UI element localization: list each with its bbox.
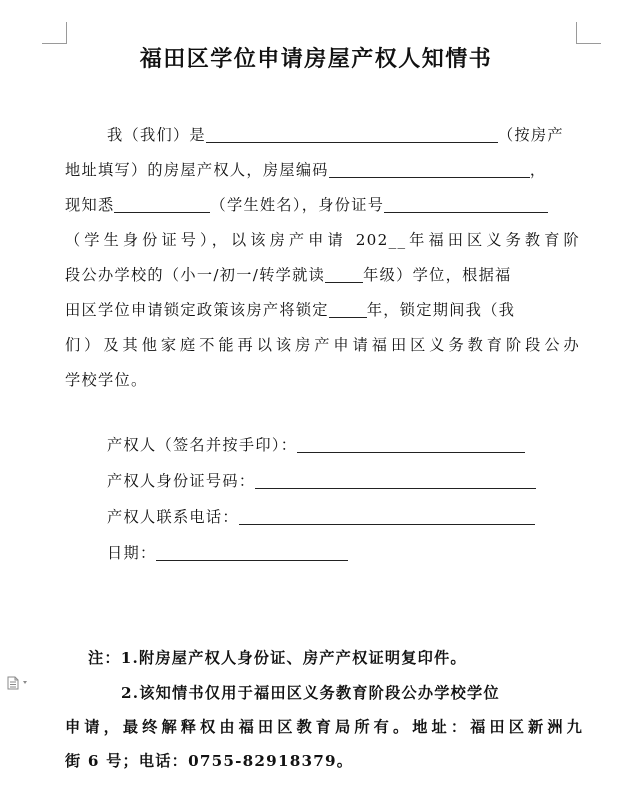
note-2-line-2: 申请，最终解释权由福田区教育局所有。地址：福田区新洲九 <box>65 718 583 736</box>
date-field[interactable] <box>156 544 348 561</box>
note-2 <box>65 676 583 778</box>
body-text: （按房产 <box>497 126 564 144</box>
body-text: 田区学位申请锁定政策该房产将锁定 <box>65 301 329 319</box>
date-row <box>107 536 348 571</box>
owner-phone-row <box>107 500 535 535</box>
owner-id-field[interactable] <box>255 472 536 489</box>
lock-years-blank[interactable] <box>329 301 367 318</box>
body-line-5 <box>65 258 580 293</box>
body-line-8: 学校学位。 <box>65 371 148 389</box>
body-line-3 <box>65 188 580 223</box>
owner-phone-label: 产权人联系电话： <box>107 508 239 526</box>
note-2-line-3: 街 6 号；电话：0755-82918379。 <box>65 752 354 770</box>
body-line-4: （学生身份证号），以该房产申请 202__年福田区义务教育阶 <box>65 231 580 249</box>
body-text: 年，锁定期间我（我 <box>366 301 516 319</box>
body-text: （学生姓名），身份证号 <box>210 196 385 214</box>
owner-id-label: 产权人身份证号码： <box>107 472 256 490</box>
body-text: 地址填写）的房屋产权人，房屋编码 <box>65 161 329 179</box>
owner-signature-row <box>107 428 525 463</box>
owner-signature-field[interactable] <box>297 436 525 453</box>
body-line-2 <box>65 153 580 188</box>
student-name-blank[interactable] <box>114 196 210 213</box>
body-text: 年级）学位，根据福 <box>363 266 512 284</box>
grade-blank[interactable] <box>325 266 363 283</box>
date-label: 日期： <box>107 544 157 562</box>
body-text: 段公办学校的（小一/初一/转学就读 <box>65 266 326 284</box>
note-2-line-1: 2.该知情书仅用于福田区义务教育阶段公办学校学位 <box>121 684 500 702</box>
body-line-6 <box>65 293 580 328</box>
owner-id-row <box>107 464 536 499</box>
document-icon[interactable] <box>6 676 32 690</box>
house-code-blank[interactable] <box>329 161 530 178</box>
document-title: 福田区学位申请房屋产权人知情书 <box>139 47 493 72</box>
body-line-7: 们）及其他家庭不能再以该房产申请福田区义务教育阶段公办 <box>65 336 580 354</box>
note-1: 注：1.附房屋产权人身份证、房产产权证明复印件。 <box>88 649 467 667</box>
owner-phone-field[interactable] <box>239 508 535 525</box>
address-blank[interactable] <box>206 126 498 143</box>
body-paragraph <box>65 118 580 398</box>
student-id-blank[interactable] <box>384 196 548 213</box>
body-text: 现知悉 <box>65 196 115 214</box>
body-text: ， <box>529 161 547 179</box>
body-line-1 <box>65 118 580 153</box>
owner-signature-label: 产权人（签名并按手印）： <box>107 436 298 454</box>
body-text: 我（我们）是 <box>107 126 206 144</box>
